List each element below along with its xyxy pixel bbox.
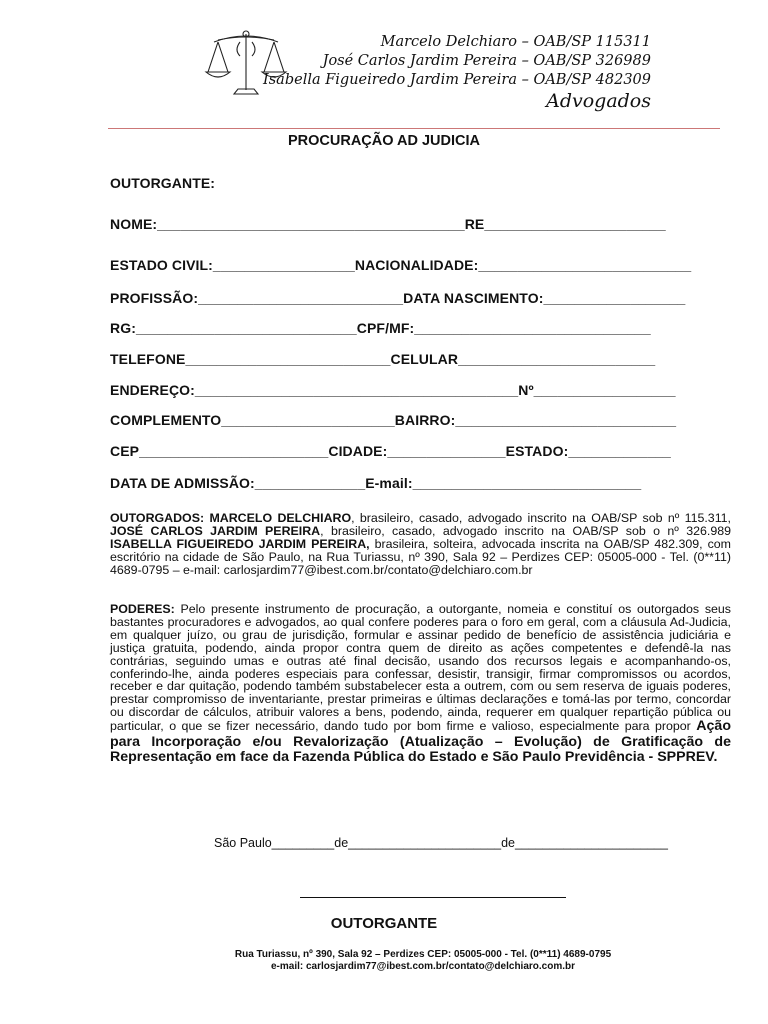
outorgado-details: brasileira, solteira, advocada inscrita na OAB/SP 482.309, com escritório na cidade de São Paulo, na Rua Turiassu, nº 390, Sala 92 – Perdizes CEP: 05005-000 - Tel. (0**11) 4689-0795 – e-mail: carlosjardim77@ibest.com.br/contato@delchiaro.com.br [110,536,731,577]
lawyer-name: José Carlos Jardim Pereira – OAB/SP 326989 [322,53,651,69]
outorgado-details: , brasileiro, casado, advogado inscrito na OAB/SP sob nº 115.311, [351,511,732,525]
field-endereco: ENDEREÇO:_________________________________________Nº__________________ [110,382,676,398]
field-rg-cpf: RG:____________________________CPF/MF:______________________________ [110,320,651,336]
poderes-text: Pelo presente instrumento de procuração, a outorgante, nomeia e constituí os outorgados seus bastantes procuradores e advogados, ao qual confere poderes para o foro em geral, com a cláusula Ad-Judicia, em qualquer juízo, ou grau de jurisdição, formular e assinar pedido de benefício de assistência judiciária e justiça gratuita, podendo, ainda propor contra quem de direito as ações competentes e defendê-la nas contrárias, seguindo umas e outras até final decisão, usando dos recursos legais e acompanhando-os, conferindo-lhe, ainda poderes especiais para confessar, desistir, transigir, firmar compromissos ou acordos, receber e dar quitação, podendo também substabelecer esta a outrem, com ou sem reserva de iguais poderes, prestar compromisso de inventariante, prestar primeiras e últimas declarações e tomá-las por termo, concordar ou discordar de cálculos, atribuir valores a bens, podendo, ainda, requerer em qualquer repartição pública ou particular, o que se fizer necessário, dando tudo por bom firme e valioso, especialmente para propor [110,602,731,734]
field-estado-civil: ESTADO CIVIL:__________________NACIONALIDADE:___________________________ [110,257,692,273]
field-nome-re: NOME:_______________________________________RE_______________________ [110,216,666,232]
footer-address: Rua Turiassu, nº 390, Sala 92 – Perdizes CEP: 05005-000 - Tel. (0**11) 4689-0795 [234,949,612,960]
outorgado-name: ISABELLA FIGUEIREDO JARDIM PEREIRA, [110,536,370,551]
footer-email: e-mail: carlosjardim77@ibest.com.br/contato@delchiaro.com.br [270,961,576,972]
field-admissao-email: DATA DE ADMISSÃO:______________E-mail:_____________________________ [110,475,642,491]
header-divider [108,128,720,129]
signature-label: OUTORGANTE [330,915,438,932]
lawyer-name: Marcelo Delchiaro – OAB/SP 115311 [380,34,651,50]
poderes-action: Ação para Incorporação e/ou Revalorização (Atualização – Evolução) de Gratificação de Representação em face da Fazenda Pública do Estado e São Paulo Previdência - SPPREV. [110,718,731,766]
footer [0,949,768,973]
outorgado-name: MARCELO DELCHIARO [209,511,352,525]
outorgados-paragraph [110,512,731,577]
date-line: São Paulo_________de______________________de______________________ [214,836,668,850]
field-outorgante: OUTORGANTE: [110,175,216,191]
poderes-label: PODERES: [110,602,175,616]
field-complemento-bairro: COMPLEMENTO______________________BAIRRO:____________________________ [110,412,677,428]
firm-label: Advogados [546,90,651,112]
outorgado-details: , brasileiro, casado, advogado inscrito na OAB/SP sob o nº 326.989 [320,523,732,538]
outorgados-label: OUTORGADOS: [110,511,205,525]
lawyer-name: Isabella Figueiredo Jardim Pereira – OAB/SP 482309 [263,72,651,88]
poderes-paragraph [110,603,731,766]
signature-line [300,897,566,898]
outorgado-name: JOSÉ CARLOS JARDIM PEREIRA [110,523,321,538]
field-profissao: PROFISSÃO:__________________________DATA NASCIMENTO:__________________ [110,290,686,306]
lawyers-header [263,33,651,112]
field-cep-cidade-estado: CEP________________________CIDADE:_______________ESTADO:_____________ [110,443,671,459]
field-telefone-celular: TELEFONE__________________________CELULAR_________________________ [110,351,656,367]
document-title: PROCURAÇÃO AD JUDICIA [288,133,480,149]
